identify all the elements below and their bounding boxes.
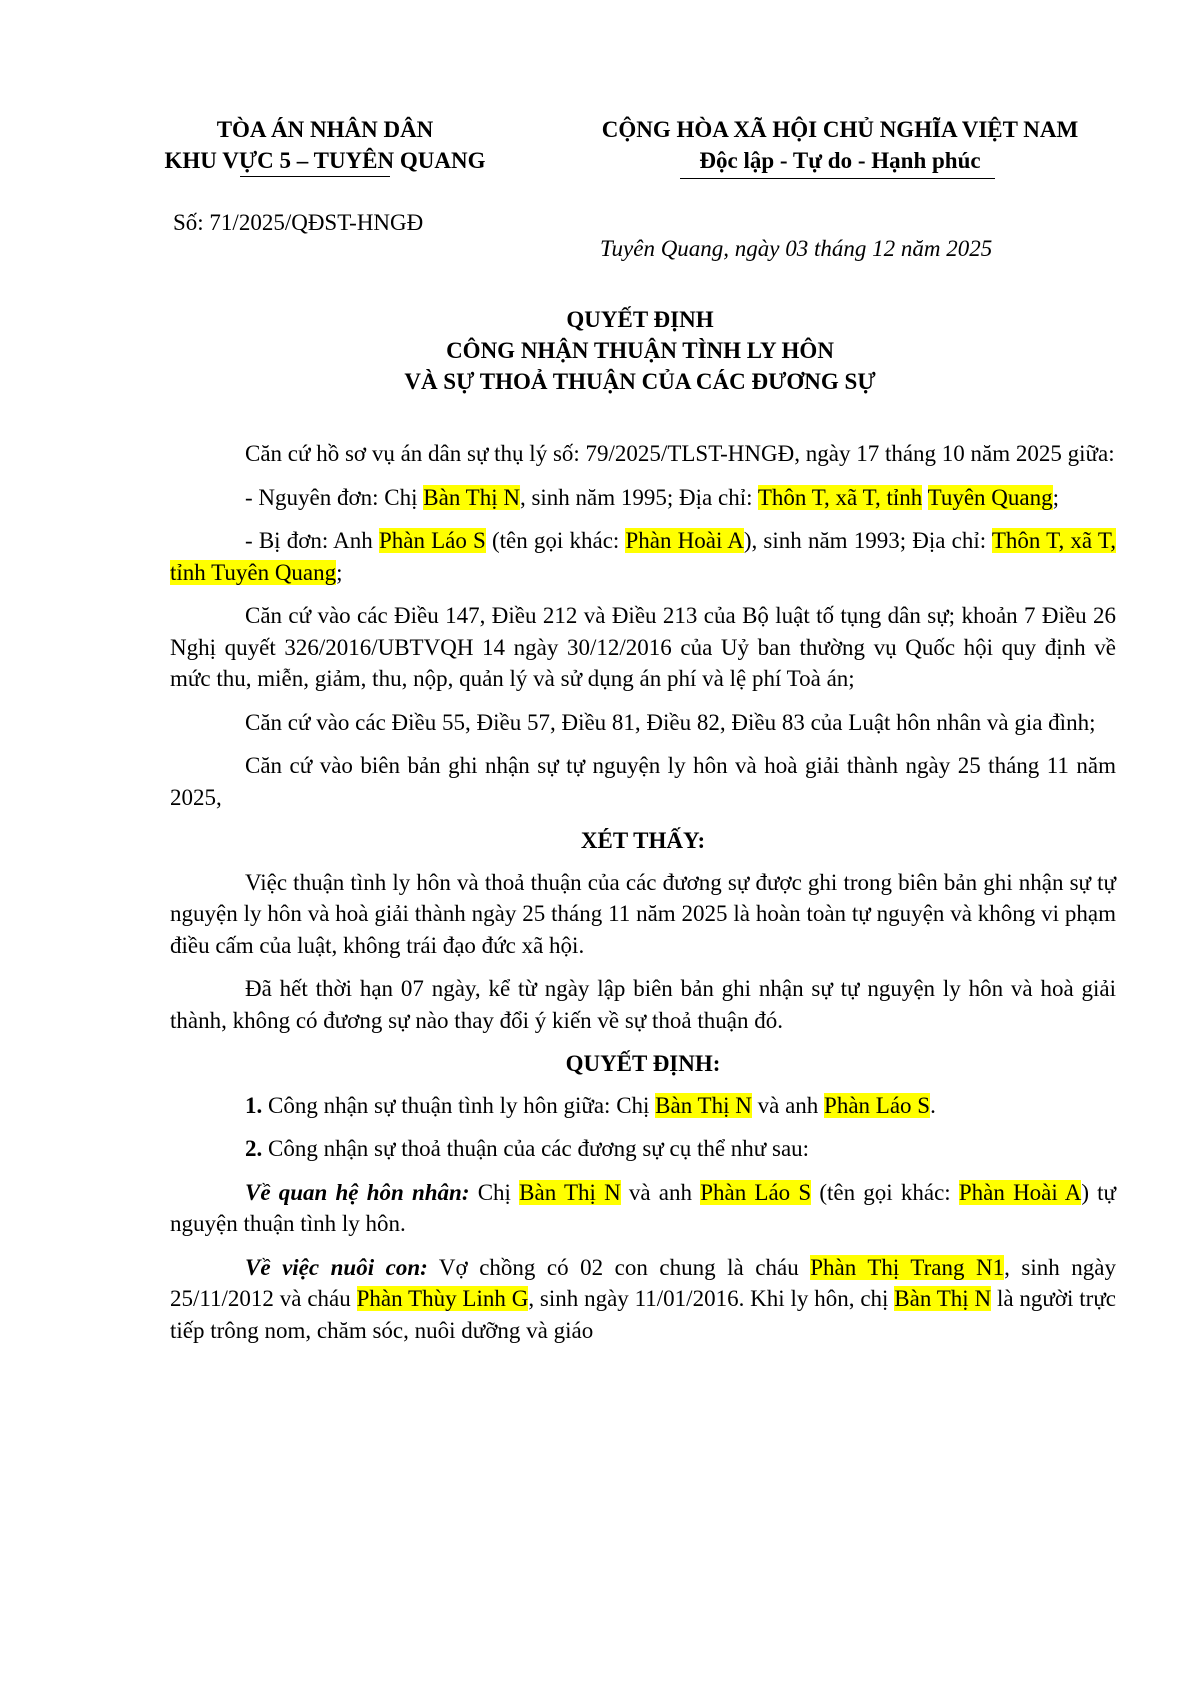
title-line-1: QUYẾT ĐỊNH	[566, 307, 714, 332]
defendant-name: Phàn Láo S	[700, 1179, 812, 1205]
subsection-label: Về quan hệ hôn nhân:	[245, 1179, 470, 1205]
title-line-3: VÀ SỰ THOẢ THUẬN CỦA CÁC ĐƯƠNG SỰ	[404, 369, 876, 394]
court-header	[120, 114, 530, 176]
national-motto: Độc lập - Tự do - Hạnh phúc	[699, 148, 981, 173]
text: và anh	[620, 1179, 701, 1205]
title-line-2: CÔNG NHẬN THUẬN TÌNH LY HÔN	[446, 338, 834, 363]
paragraph-family-law: Căn cứ vào các Điều 55, Điều 57, Điều 81, Điều 82, Điều 83 của Luật hôn nhân và gia đình;	[245, 709, 1096, 735]
text: ) tự nguyện thuận tình ly hôn.	[170, 1179, 1117, 1236]
child1-name: Phàn Thị Trang N1	[810, 1254, 1005, 1280]
motto-underline	[680, 178, 995, 179]
defendant-alias: Phàn Hoài A	[625, 528, 744, 553]
national-header	[560, 114, 1120, 176]
decision-item-1	[170, 1090, 1116, 1122]
text: - Bị đơn: Anh	[245, 528, 379, 553]
plaintiff-name: Bàn Thị N	[423, 484, 520, 510]
paragraph-findings-1: Việc thuận tình ly hôn và thoả thuận của các đương sự được ghi trong biên bản ghi nhận sự tự nguyện ly hôn và hoà giải thành ngày 25 tháng 11 năm 2025 là hoàn toàn tự nguyện và không vi phạm điều cấm của luật, không trái đạo đức xã hội.	[170, 869, 1116, 958]
text: , sinh ngày 25/11/2012 và cháu	[170, 1254, 1116, 1311]
court-name: TÒA ÁN NHÂN DÂN	[216, 117, 434, 142]
text: (tên gọi khác:	[485, 528, 626, 553]
plaintiff-name: Bàn Thị N	[655, 1092, 752, 1118]
decision-child-custody	[170, 1252, 1116, 1347]
text: Vợ chồng có 02 con chung là cháu	[427, 1254, 811, 1280]
text: Công nhận sự thuận tình ly hôn giữa: Chị	[262, 1092, 656, 1118]
child2-name: Phàn Thùy Linh G	[356, 1286, 529, 1311]
section-findings: XÉT THẤY:	[580, 828, 706, 853]
defendant-name: Phàn Láo S	[824, 1092, 931, 1118]
plaintiff-address-part2: Tuyên Quang	[927, 484, 1053, 510]
subsection-label: Về việc nuôi con:	[245, 1254, 428, 1280]
document-title	[170, 304, 1110, 397]
item-number: 1.	[245, 1092, 263, 1118]
plaintiff-name: Bàn Thị N	[519, 1179, 621, 1205]
defendant-alias: Phàn Hoài A	[958, 1179, 1082, 1205]
text: (tên gọi khác:	[811, 1179, 959, 1205]
document-body	[170, 438, 1116, 1358]
text: Chị	[469, 1179, 520, 1205]
text: .	[930, 1092, 936, 1118]
text: và anh	[751, 1092, 825, 1118]
court-district: KHU VỰC 5 – TUYÊN QUANG	[164, 148, 486, 173]
plaintiff-address-part1: Thôn T, xã T, tỉnh	[757, 484, 923, 510]
text: , sinh năm 1995; Địa chỉ:	[519, 484, 758, 510]
paragraph-plaintiff	[170, 482, 1116, 514]
country-name: CỘNG HÒA XÃ HỘI CHỦ NGHĨA VIỆT NAM	[601, 117, 1079, 142]
text: - Nguyên đơn: Chị	[245, 484, 424, 510]
paragraph-reconciliation-record: Căn cứ vào biên bản ghi nhận sự tự nguyện ly hôn và hoà giải thành ngày 25 tháng 11 năm 2025,	[170, 753, 1116, 810]
paragraph-case-file: Căn cứ hồ sơ vụ án dân sự thụ lý số: 79/2025/TLST-HNGĐ, ngày 17 tháng 10 năm 2025 giữa:	[245, 441, 1115, 466]
text: , sinh ngày 11/01/2016. Khi ly hôn, chị	[528, 1286, 895, 1311]
decision-marriage	[170, 1177, 1116, 1240]
paragraph-findings-2: Đã hết thời hạn 07 ngày, kể từ ngày lập biên bản ghi nhận sự tự nguyện ly hôn và hoà giải thành, không có đương sự nào thay đổi ý kiến về sự thoả thuận đó.	[170, 976, 1116, 1033]
text: ), sinh năm 1993; Địa chỉ:	[743, 528, 992, 553]
court-header-underline	[240, 176, 390, 177]
text: ;	[336, 559, 343, 585]
section-decision: QUYẾT ĐỊNH:	[565, 1051, 721, 1076]
document-number: Số: 71/2025/QĐST-HNGĐ	[173, 210, 424, 235]
text: ;	[1052, 484, 1059, 510]
paragraph-legal-basis: Căn cứ vào các Điều 147, Điều 212 và Điều 213 của Bộ luật tố tụng dân sự; khoản 7 Điều 26 Nghị quyết 326/2016/UBTVQH 14 ngày 30/12/2016 của Uỷ ban thường vụ Quốc hội quy định về mức thu, miễn, giảm, thu, nộp, quản lý và sử dụng án phí và lệ phí Toà án;	[170, 603, 1116, 691]
text: Công nhận sự thoả thuận của các đương sự cụ thể như sau:	[262, 1136, 810, 1161]
paragraph-defendant	[170, 525, 1116, 588]
defendant-name: Phàn Láo S	[378, 528, 486, 553]
text: là người trực tiếp trông nom, chăm sóc, nuôi dưỡng và giáo	[170, 1286, 1117, 1343]
defendant-address: Thôn T, xã T, tỉnh Tuyên Quang	[170, 528, 1116, 585]
item-number: 2.	[245, 1136, 263, 1161]
document-date: Tuyên Quang, ngày 03 tháng 12 năm 2025	[600, 236, 993, 261]
plaintiff-name: Bàn Thị N	[894, 1286, 992, 1311]
decision-item-2	[170, 1133, 1116, 1165]
